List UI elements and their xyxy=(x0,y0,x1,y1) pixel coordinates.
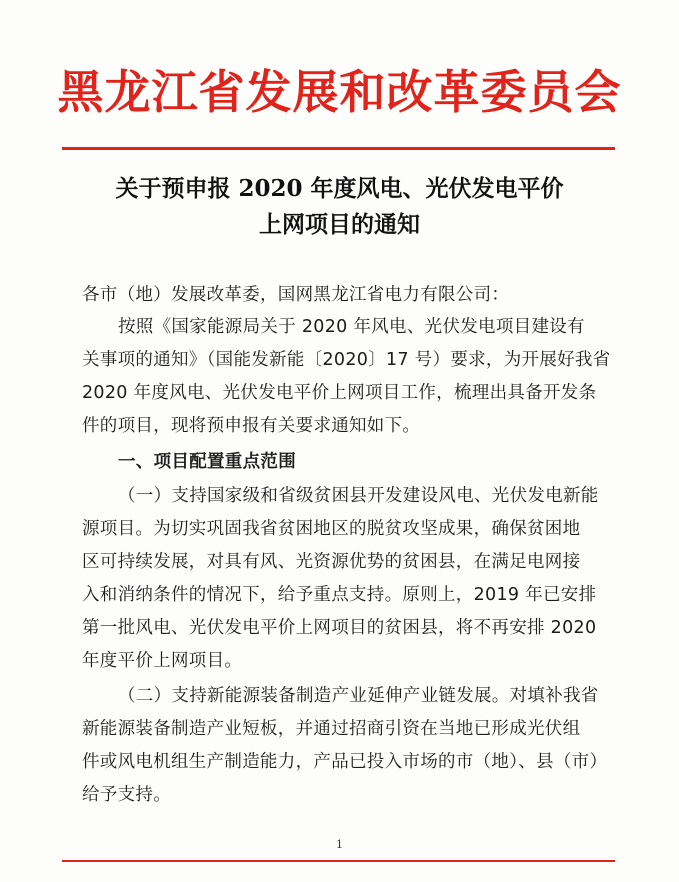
body-line: 件的项目，现将预申报有关要求通知如下。 xyxy=(82,416,421,436)
body-line: 关事项的通知》（国能发新能〔2020〕17 号）要求，为开展好我省 xyxy=(82,350,611,370)
body-line: 源项目。为切实巩固我省贫困地区的脱贫攻坚成果，确保贫困地 xyxy=(82,519,581,539)
salutation: 各市（地）发展改革委，国网黑龙江省电力有限公司： xyxy=(82,285,510,305)
body-line: 给予支持。 xyxy=(82,785,171,805)
section-heading: 一、项目配置重点范围 xyxy=(118,452,296,472)
body-line: （二）支持新能源装备制造产业延伸产业链发展。对填补我省 xyxy=(118,686,599,706)
body-line: 按照《国家能源局关于 2020 年风电、光伏发电项目建设有 xyxy=(118,317,585,337)
page-number: 1 xyxy=(336,838,343,851)
body-line: 区可持续发展，对具有风、光资源优势的贫困县，在满足电网接 xyxy=(82,552,581,572)
notice-title-line-2: 上网项目的通知 xyxy=(259,211,420,238)
letterhead-red-rule xyxy=(62,147,615,150)
body-line: 新能源装备制造产业短板，并通过招商引资在当地已形成光伏组 xyxy=(82,719,581,739)
body-line: 件或风电机组生产制造能力，产品已投入市场的市（地）、县（市） xyxy=(82,752,608,772)
footer-red-rule xyxy=(62,860,615,862)
body-line: 2020 年度风电、光伏发电平价上网项目工作，梳理出具备开发条 xyxy=(82,383,597,403)
letterhead-org-name: 黑龙江省发展和改革委员会 xyxy=(57,65,622,119)
body-line: 入和消纳条件的情况下，给予重点支持。原则上，2019 年已安排 xyxy=(82,585,597,605)
body-line: 年度平价上网项目。 xyxy=(82,651,243,671)
body-line: 第一批风电、光伏发电平价上网项目的贫困县，将不再安排 2020 xyxy=(82,618,597,638)
body-line: （一）支持国家级和省级贫困县开发建设风电、光伏发电新能 xyxy=(118,486,599,506)
notice-title-line-1: 关于预申报 2020 年度风电、光伏发电平价 xyxy=(115,175,564,202)
